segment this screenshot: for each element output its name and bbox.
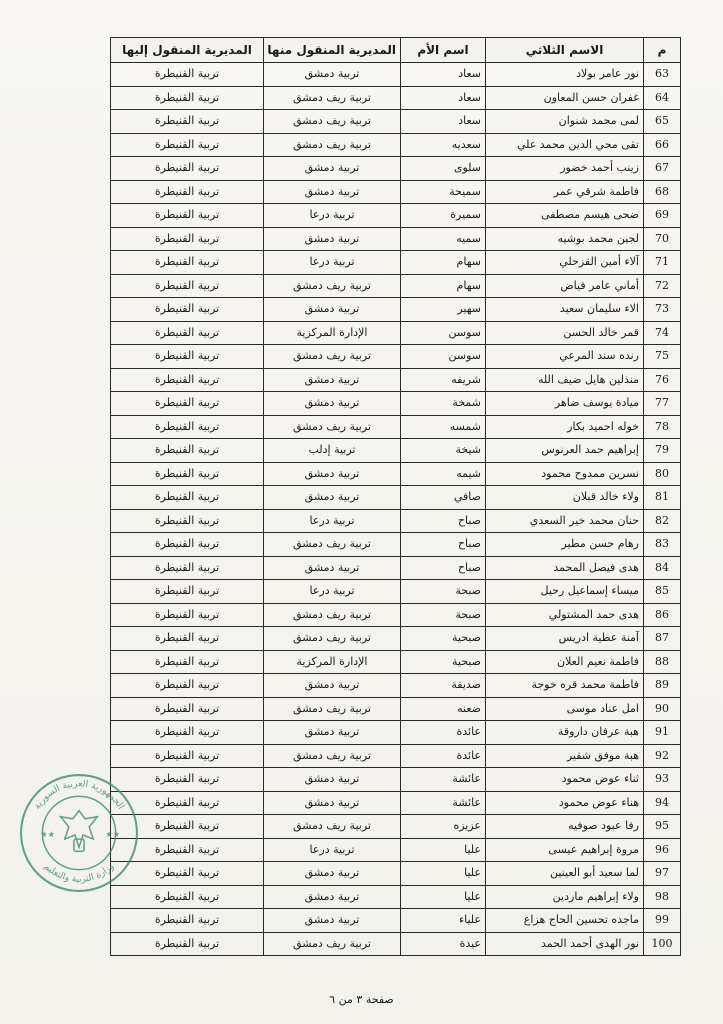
mother-name-cell: سعاد [401,86,486,110]
table-row [111,603,681,627]
table-row [111,439,681,463]
mother-name-cell: صافي [401,486,486,510]
from-directorate-cell: تربية ريف دمشق [264,86,401,110]
mother-name-cell: سهام [401,251,486,275]
table-row [111,345,681,369]
table-row [111,298,681,322]
row-number: 92 [644,744,681,768]
full-name-cell: نور عامر بولاد [486,63,644,87]
row-number: 100 [644,932,681,956]
table-row [111,838,681,862]
table-row [111,815,681,839]
to-directorate-cell: تربية القنيطرة [111,157,264,181]
svg-text:وزارة التربية والتعليم: وزارة التربية والتعليم [41,861,117,885]
to-directorate-cell: تربية القنيطرة [111,721,264,745]
full-name-cell: رفا عبود صوفيه [486,815,644,839]
table-row [111,674,681,698]
table-row [111,909,681,933]
to-directorate-cell: تربية القنيطرة [111,674,264,698]
table-row [111,462,681,486]
header-full-name: الاسم الثلاثي [486,38,644,63]
row-number: 76 [644,368,681,392]
from-directorate-cell: تربية ريف دمشق [264,697,401,721]
table-row [111,133,681,157]
table-row [111,533,681,557]
table-row [111,415,681,439]
table-row [111,86,681,110]
from-directorate-cell: تربية إدلب [264,439,401,463]
table-row [111,744,681,768]
from-directorate-cell: تربية ريف دمشق [264,627,401,651]
table-row [111,321,681,345]
row-number: 82 [644,509,681,533]
from-directorate-cell: تربية ريف دمشق [264,815,401,839]
mother-name-cell: سميحة [401,180,486,204]
from-directorate-cell: تربية ريف دمشق [264,603,401,627]
table-row [111,180,681,204]
mother-name-cell: صبحية [401,627,486,651]
to-directorate-cell: تربية القنيطرة [111,110,264,134]
to-directorate-cell: تربية القنيطرة [111,650,264,674]
to-directorate-cell: تربية القنيطرة [111,533,264,557]
to-directorate-cell: تربية القنيطرة [111,439,264,463]
from-directorate-cell: تربية دمشق [264,768,401,792]
to-directorate-cell: تربية القنيطرة [111,509,264,533]
table-row [111,791,681,815]
from-directorate-cell: تربية درعا [264,509,401,533]
mother-name-cell: شريفه [401,368,486,392]
to-directorate-cell: تربية القنيطرة [111,768,264,792]
full-name-cell: ميادة يوسف ضاهر [486,392,644,416]
row-number: 66 [644,133,681,157]
table-row [111,580,681,604]
full-name-cell: هدى فيصل المحمد [486,556,644,580]
to-directorate-cell: تربية القنيطرة [111,251,264,275]
from-directorate-cell: تربية ريف دمشق [264,415,401,439]
row-number: 81 [644,486,681,510]
mother-name-cell: عزيزه [401,815,486,839]
table-body [111,63,681,956]
from-directorate-cell: تربية ريف دمشق [264,274,401,298]
to-directorate-cell: تربية القنيطرة [111,227,264,251]
from-directorate-cell: تربية ريف دمشق [264,133,401,157]
full-name-cell: زينب أحمد خضور [486,157,644,181]
from-directorate-cell: تربية درعا [264,580,401,604]
table-row [111,251,681,275]
from-directorate-cell: تربية دمشق [264,368,401,392]
header-mother-name: اسم الأم [401,38,486,63]
to-directorate-cell: تربية القنيطرة [111,204,264,228]
row-number: 75 [644,345,681,369]
full-name-cell: ثناء عوض محمود [486,768,644,792]
full-name-cell: ولاء خالد قبلان [486,486,644,510]
from-directorate-cell: تربية درعا [264,838,401,862]
page-number: صفحة ٣ من ٦ [329,993,394,1006]
row-number: 80 [644,462,681,486]
row-number: 87 [644,627,681,651]
from-directorate-cell: تربية دمشق [264,556,401,580]
to-directorate-cell: تربية القنيطرة [111,838,264,862]
full-name-cell: مروة إبراهيم عيسى [486,838,644,862]
mother-name-cell: شيخة [401,439,486,463]
mother-name-cell: عائدة [401,744,486,768]
transfer-table [110,37,681,956]
mother-name-cell: عليا [401,838,486,862]
full-name-cell: ولاء إبراهيم ماردين [486,885,644,909]
row-number: 90 [644,697,681,721]
row-number: 84 [644,556,681,580]
to-directorate-cell: تربية القنيطرة [111,885,264,909]
row-number: 68 [644,180,681,204]
to-directorate-cell: تربية القنيطرة [111,697,264,721]
row-number: 79 [644,439,681,463]
mother-name-cell: صباح [401,556,486,580]
mother-name-cell: سميه [401,227,486,251]
from-directorate-cell: تربية دمشق [264,227,401,251]
full-name-cell: هناء عوض محمود [486,791,644,815]
mother-name-cell: سوسن [401,321,486,345]
full-name-cell: تقى محي الدين محمد علي [486,133,644,157]
mother-name-cell: سلوى [401,157,486,181]
row-number: 91 [644,721,681,745]
table-row [111,227,681,251]
to-directorate-cell: تربية القنيطرة [111,486,264,510]
mother-name-cell: سوسن [401,345,486,369]
full-name-cell: لمى محمد شنوان [486,110,644,134]
row-number: 89 [644,674,681,698]
full-name-cell: ميساء إسماعيل رحيل [486,580,644,604]
mother-name-cell: سعاد [401,63,486,87]
table-row [111,157,681,181]
row-number: 94 [644,791,681,815]
to-directorate-cell: تربية القنيطرة [111,298,264,322]
full-name-cell: فاطمة محمد قره خوجة [486,674,644,698]
mother-name-cell: عائشة [401,768,486,792]
to-directorate-cell: تربية القنيطرة [111,627,264,651]
from-directorate-cell: تربية ريف دمشق [264,932,401,956]
row-number: 78 [644,415,681,439]
table-row [111,110,681,134]
from-directorate-cell: تربية دمشق [264,909,401,933]
mother-name-cell: عليا [401,862,486,886]
table-row [111,697,681,721]
full-name-cell: هبة عرفان داروقة [486,721,644,745]
table-row [111,556,681,580]
row-number: 97 [644,862,681,886]
table-row [111,63,681,87]
from-directorate-cell: تربية ريف دمشق [264,744,401,768]
row-number: 63 [644,63,681,87]
from-directorate-cell: تربية دمشق [264,486,401,510]
to-directorate-cell: تربية القنيطرة [111,462,264,486]
full-name-cell: ضحى هيسم مصطفى [486,204,644,228]
row-number: 69 [644,204,681,228]
to-directorate-cell: تربية القنيطرة [111,556,264,580]
mother-name-cell: سعديه [401,133,486,157]
full-name-cell: لما سعيد أبو العينين [486,862,644,886]
full-name-cell: هدى حمد المشتولي [486,603,644,627]
full-name-cell: رنده سند المرعي [486,345,644,369]
row-number: 95 [644,815,681,839]
table-row [111,932,681,956]
row-number: 98 [644,885,681,909]
from-directorate-cell: تربية درعا [264,251,401,275]
svg-text:★★: ★★ [40,829,55,840]
header-to-directorate: المديرية المنقول إليها [111,38,264,63]
mother-name-cell: شيمه [401,462,486,486]
row-number: 67 [644,157,681,181]
mother-name-cell: علياء [401,909,486,933]
from-directorate-cell: تربية دمشق [264,462,401,486]
from-directorate-cell: تربية دمشق [264,392,401,416]
from-directorate-cell: تربية ريف دمشق [264,345,401,369]
table-header-row [111,38,681,63]
to-directorate-cell: تربية القنيطرة [111,909,264,933]
header-number: م [644,38,681,63]
mother-name-cell: سعاد [401,110,486,134]
from-directorate-cell: تربية دمشق [264,674,401,698]
mother-name-cell: سهير [401,298,486,322]
mother-name-cell: صبحة [401,580,486,604]
to-directorate-cell: تربية القنيطرة [111,133,264,157]
from-directorate-cell: تربية دمشق [264,298,401,322]
row-number: 93 [644,768,681,792]
mother-name-cell: صبحة [401,603,486,627]
full-name-cell: قمر خالد الحسن [486,321,644,345]
table-row [111,627,681,651]
to-directorate-cell: تربية القنيطرة [111,415,264,439]
to-directorate-cell: تربية القنيطرة [111,392,264,416]
full-name-cell: فاطمة نعيم العلان [486,650,644,674]
full-name-cell: آمنة عطية ادريس [486,627,644,651]
from-directorate-cell: تربية دمشق [264,721,401,745]
to-directorate-cell: تربية القنيطرة [111,791,264,815]
mother-name-cell: صديقة [401,674,486,698]
to-directorate-cell: تربية القنيطرة [111,345,264,369]
to-directorate-cell: تربية القنيطرة [111,274,264,298]
from-directorate-cell: تربية ريف دمشق [264,533,401,557]
full-name-cell: رهام حسن مطير [486,533,644,557]
row-number: 72 [644,274,681,298]
table-row [111,650,681,674]
svg-text:★★: ★★ [105,829,121,840]
full-name-cell: فاطمة شرقي عمر [486,180,644,204]
table-row [111,204,681,228]
mother-name-cell: شمخة [401,392,486,416]
from-directorate-cell: تربية دمشق [264,157,401,181]
from-directorate-cell: تربية دمشق [264,862,401,886]
to-directorate-cell: تربية القنيطرة [111,815,264,839]
full-name-cell: امل عناد موسى [486,697,644,721]
to-directorate-cell: تربية القنيطرة [111,744,264,768]
to-directorate-cell: تربية القنيطرة [111,63,264,87]
full-name-cell: منذلين هايل ضيف الله [486,368,644,392]
row-number: 70 [644,227,681,251]
row-number: 88 [644,650,681,674]
full-name-cell: أماني عامر فياض [486,274,644,298]
table-row [111,862,681,886]
full-name-cell: غفران حسن المعاون [486,86,644,110]
from-directorate-cell: تربية دمشق [264,63,401,87]
from-directorate-cell: تربية درعا [264,204,401,228]
full-name-cell: آلاء أمين القزحلي [486,251,644,275]
official-stamp [18,772,140,894]
mother-name-cell: عائشة [401,791,486,815]
mother-name-cell: صباح [401,533,486,557]
full-name-cell: نور الهدى أحمد الحمد [486,932,644,956]
from-directorate-cell: الإدارة المركزية [264,650,401,674]
mother-name-cell: شمسه [401,415,486,439]
mother-name-cell: عيدة [401,932,486,956]
mother-name-cell: عليا [401,885,486,909]
from-directorate-cell: تربية دمشق [264,791,401,815]
to-directorate-cell: تربية القنيطرة [111,932,264,956]
to-directorate-cell: تربية القنيطرة [111,862,264,886]
from-directorate-cell: تربية ريف دمشق [264,110,401,134]
row-number: 74 [644,321,681,345]
svg-text:الجمهورية العربية السورية: الجمهورية العربية السورية [32,779,126,812]
from-directorate-cell: تربية دمشق [264,885,401,909]
mother-name-cell: صبحية [401,650,486,674]
to-directorate-cell: تربية القنيطرة [111,321,264,345]
table-row [111,486,681,510]
full-name-cell: خوله احميد بكار [486,415,644,439]
row-number: 83 [644,533,681,557]
from-directorate-cell: تربية دمشق [264,180,401,204]
to-directorate-cell: تربية القنيطرة [111,603,264,627]
table-row [111,721,681,745]
row-number: 86 [644,603,681,627]
from-directorate-cell: الإدارة المركزية [264,321,401,345]
table-row [111,509,681,533]
full-name-cell: الاء سليمان سعيد [486,298,644,322]
mother-name-cell: عائدة [401,721,486,745]
table-row [111,274,681,298]
row-number: 71 [644,251,681,275]
full-name-cell: حنان محمد خير السعدي [486,509,644,533]
mother-name-cell: صباح [401,509,486,533]
row-number: 99 [644,909,681,933]
header-from-directorate: المديرية المنقول منها [264,38,401,63]
mother-name-cell: سهام [401,274,486,298]
row-number: 77 [644,392,681,416]
row-number: 96 [644,838,681,862]
full-name-cell: هبة موفق شقير [486,744,644,768]
full-name-cell: لجين محمد بوشيه [486,227,644,251]
to-directorate-cell: تربية القنيطرة [111,180,264,204]
to-directorate-cell: تربية القنيطرة [111,368,264,392]
table-row [111,392,681,416]
row-number: 73 [644,298,681,322]
row-number: 64 [644,86,681,110]
full-name-cell: إبراهيم حمد العرنوس [486,439,644,463]
full-name-cell: نسرين ممدوح محمود [486,462,644,486]
row-number: 85 [644,580,681,604]
to-directorate-cell: تربية القنيطرة [111,580,264,604]
row-number: 65 [644,110,681,134]
to-directorate-cell: تربية القنيطرة [111,86,264,110]
table-row [111,768,681,792]
mother-name-cell: ضعنه [401,697,486,721]
mother-name-cell: سميرة [401,204,486,228]
table-row [111,368,681,392]
table-row [111,885,681,909]
full-name-cell: ماجده تحسين الحاج هزاع [486,909,644,933]
